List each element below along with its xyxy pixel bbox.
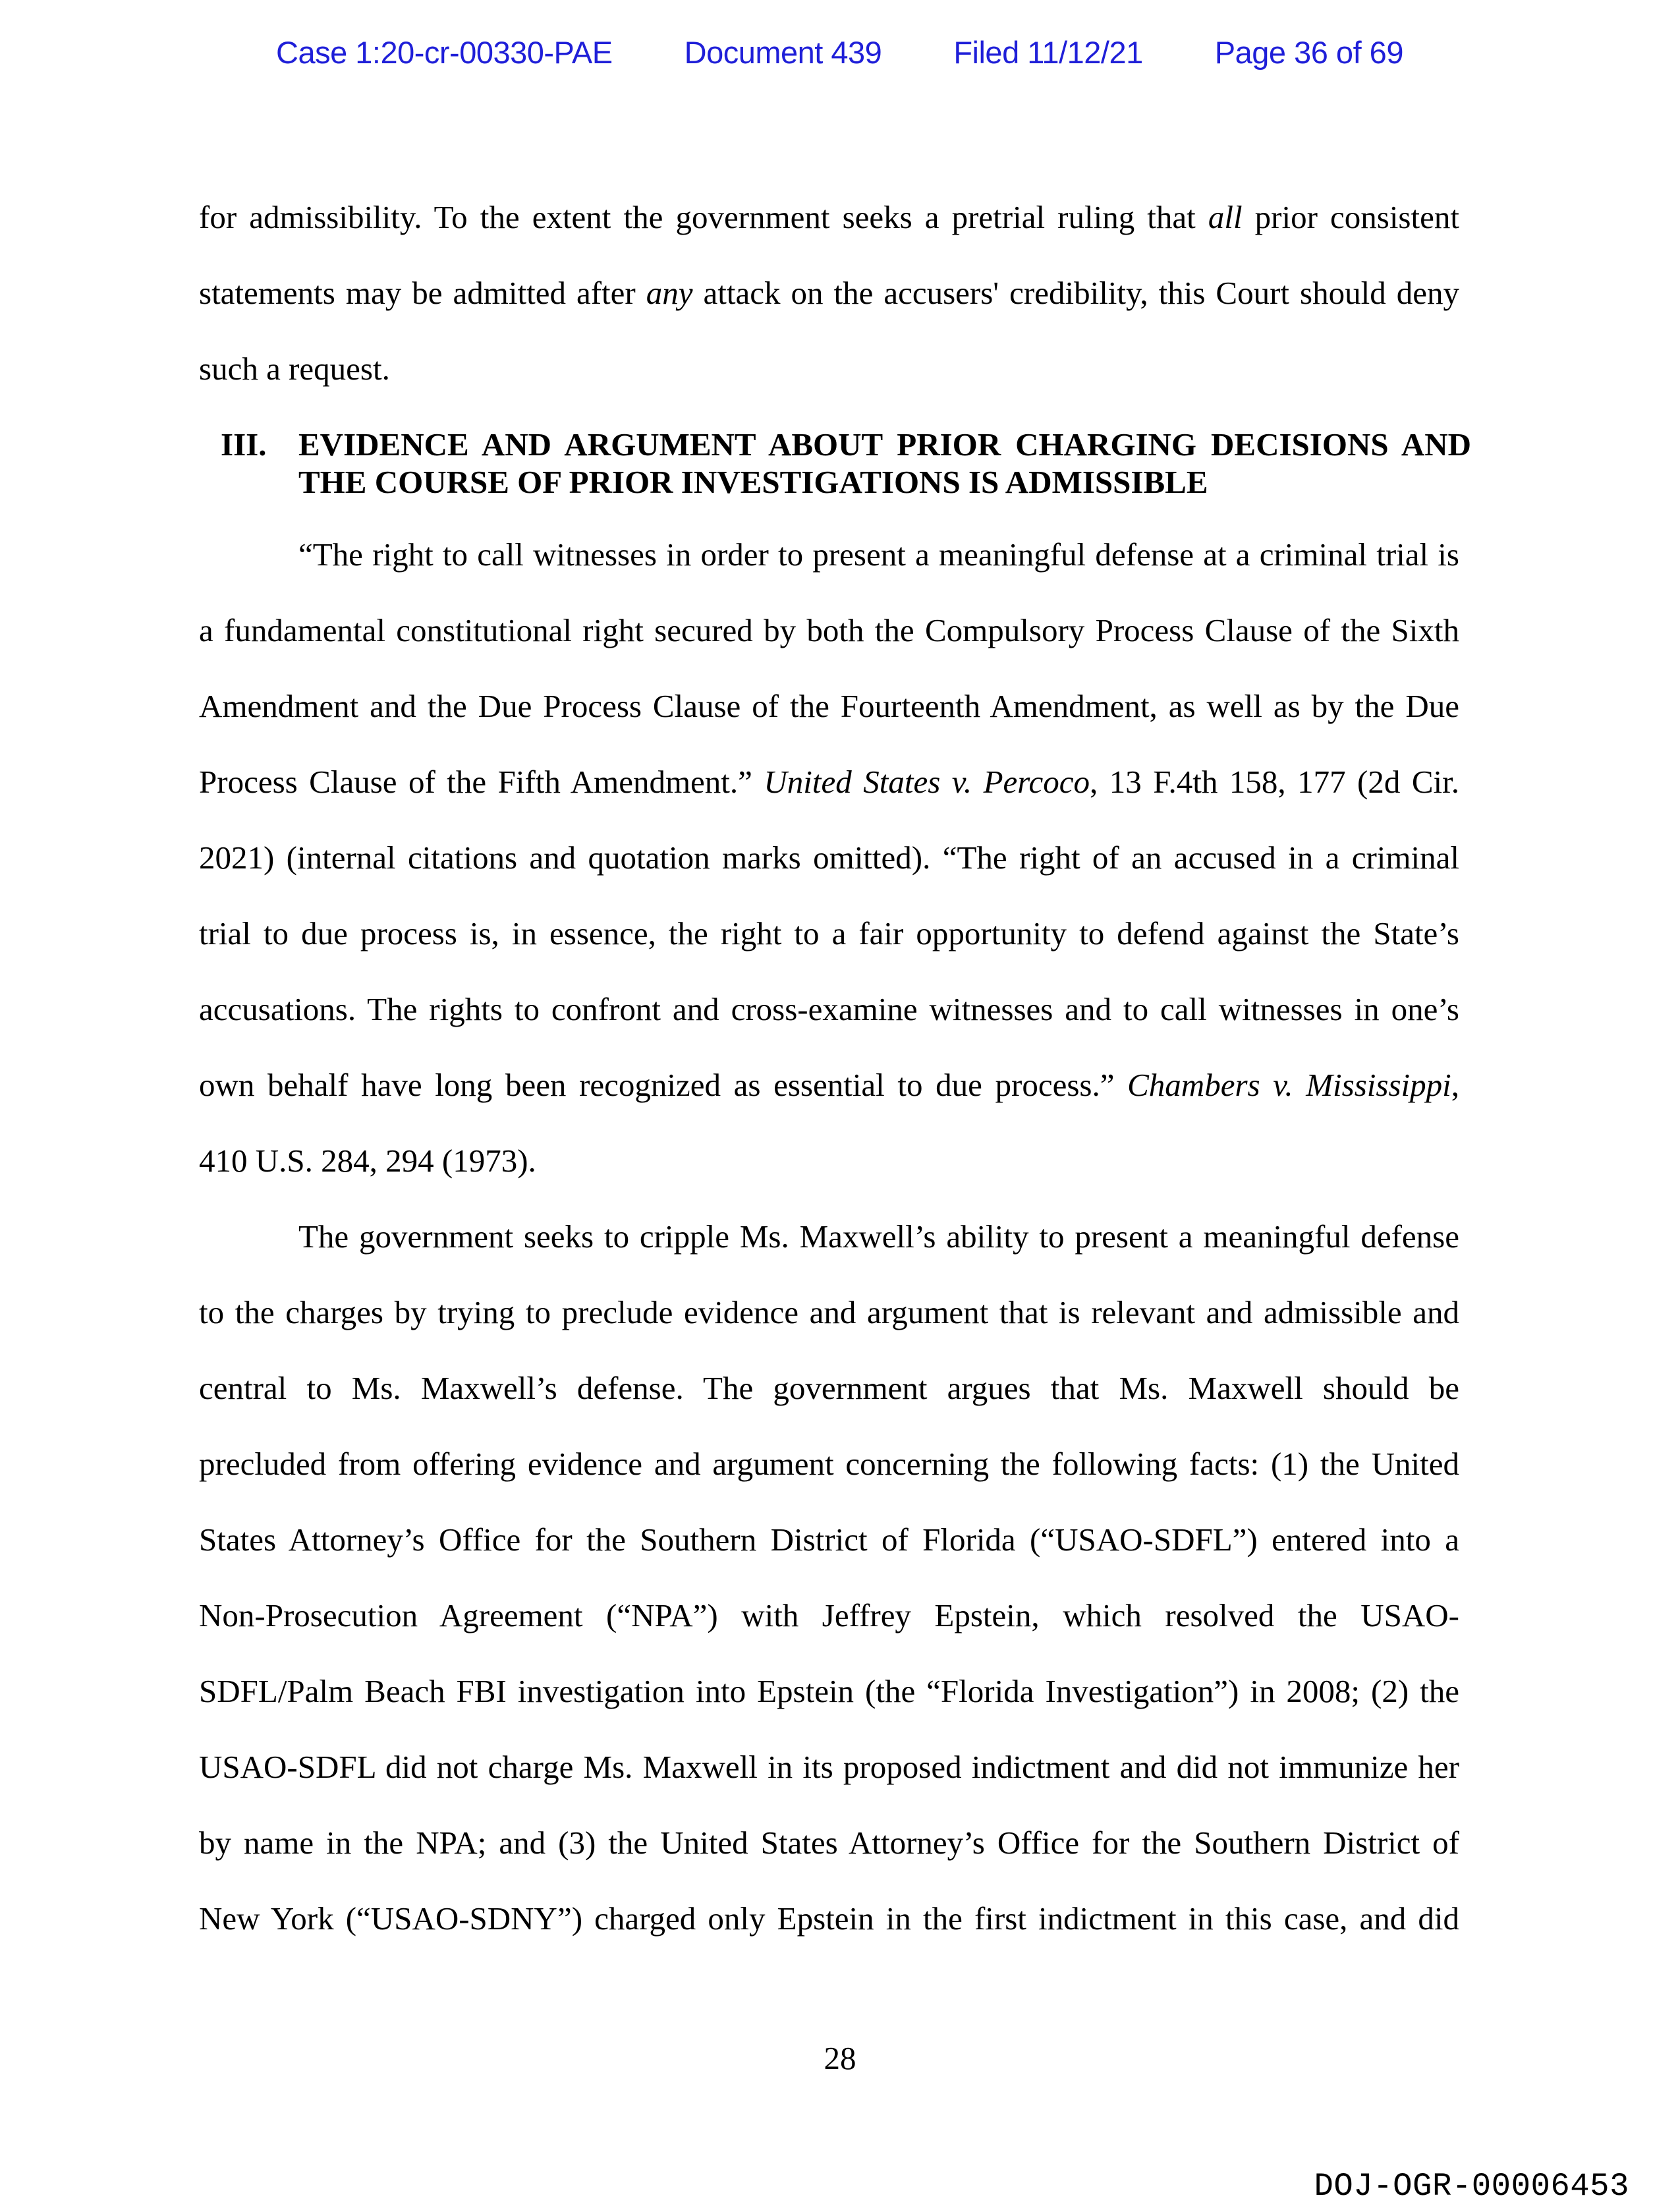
case-citation: United States v. Percoco bbox=[764, 764, 1090, 800]
body-line bbox=[199, 762, 1459, 802]
filed-date: Filed 11/12/21 bbox=[953, 35, 1143, 70]
body-line: Non-Prosecution Agreement (“NPA”) with Jeffrey Epstein, which resolved the USAO- bbox=[199, 1597, 1459, 1633]
heading-line: EVIDENCE AND ARGUMENT ABOUT PRIOR CHARGING DECISIONS AND bbox=[298, 426, 1471, 463]
body-line bbox=[199, 1141, 1459, 1181]
body-line bbox=[199, 273, 1459, 313]
body-line bbox=[199, 198, 1459, 237]
text: prior consistent bbox=[1242, 199, 1459, 235]
body-line: SDFL/Palm Beach FBI investigation into Epstein (the “Florida Investigation”) in 2008; (2) the bbox=[199, 1673, 1459, 1709]
text: accusations. The rights to confront and cross-examine witnesses and to call witnesses in one’s bbox=[199, 991, 1459, 1027]
text: “The right to call witnesses in order to present a meaningful defense at a criminal trial is bbox=[298, 536, 1459, 573]
emphasis: all bbox=[1208, 199, 1243, 235]
text: 410 U.S. 284, 294 (1973). bbox=[199, 1143, 536, 1179]
text: Process Clause of the Fifth Amendment.” bbox=[199, 764, 764, 800]
body-line bbox=[199, 990, 1459, 1029]
body-line bbox=[199, 611, 1459, 650]
body-line bbox=[199, 687, 1459, 726]
body-line bbox=[199, 1065, 1459, 1105]
body-line bbox=[199, 914, 1459, 953]
bates-number: DOJ-OGR-00006453 bbox=[1314, 2168, 1629, 2205]
text: such a request. bbox=[199, 351, 390, 387]
body-line: precluded from offering evidence and argument concerning the following facts: (1) the United bbox=[199, 1446, 1459, 1482]
body-line: The government seeks to cripple Ms. Maxwell’s ability to present a meaningful defense bbox=[298, 1218, 1459, 1255]
text: for admissibility. To the extent the government seeks a pretrial ruling that bbox=[199, 199, 1208, 235]
body-line: USAO-SDFL did not charge Ms. Maxwell in its proposed indictment and did not immunize her bbox=[199, 1749, 1459, 1785]
emphasis: any bbox=[646, 275, 693, 311]
body-line bbox=[199, 349, 1459, 389]
heading-line: THE COURSE OF PRIOR INVESTIGATIONS IS ADMISSIBLE bbox=[298, 464, 1208, 500]
body-line bbox=[199, 838, 1459, 878]
case-citation: Chambers v. Mississippi bbox=[1127, 1067, 1451, 1103]
body-line: States Attorney’s Office for the Southern District of Florida (“USAO-SDFL”) entered into a bbox=[199, 1521, 1459, 1558]
text: Amendment and the Due Process Clause of the Fourteenth Amendment, as well as by the Due bbox=[199, 688, 1459, 724]
ecf-filing-header bbox=[276, 34, 1403, 71]
body-line: central to Ms. Maxwell’s defense. The government argues that Ms. Maxwell should be bbox=[199, 1370, 1459, 1406]
page-count: Page 36 of 69 bbox=[1214, 35, 1403, 70]
text: statements may be admitted after bbox=[199, 275, 646, 311]
section-heading bbox=[298, 426, 1471, 501]
section-number: III. bbox=[221, 426, 267, 463]
text: , bbox=[1451, 1067, 1459, 1103]
text: attack on the accusers' credibility, this Court should deny bbox=[692, 275, 1459, 311]
document-number: Document 439 bbox=[684, 35, 882, 70]
text: a fundamental constitutional right secured by both the Compulsory Process Clause of the Sixth bbox=[199, 612, 1459, 648]
text: , 13 F.4th 158, 177 (2d Cir. bbox=[1090, 764, 1459, 800]
text: trial to due process is, in essence, the right to a fair opportunity to defend against the State’s bbox=[199, 915, 1459, 951]
body-line: New York (“USAO-SDNY”) charged only Epstein in the first indictment in this case, and did bbox=[199, 1900, 1459, 1937]
case-number: Case 1:20-cr-00330-PAE bbox=[276, 35, 613, 70]
body-line: by name in the NPA; and (3) the United States Attorney’s Office for the Southern District of bbox=[199, 1825, 1459, 1861]
page-number: 28 bbox=[824, 2040, 856, 2076]
text: own behalf have long been recognized as essential to due process.” bbox=[199, 1067, 1128, 1103]
body-line: to the charges by trying to preclude evidence and argument that is relevant and admissible and bbox=[199, 1294, 1459, 1330]
text: 2021) (internal citations and quotation marks omitted). “The right of an accused in a criminal bbox=[199, 839, 1459, 876]
body-line bbox=[298, 535, 1459, 575]
